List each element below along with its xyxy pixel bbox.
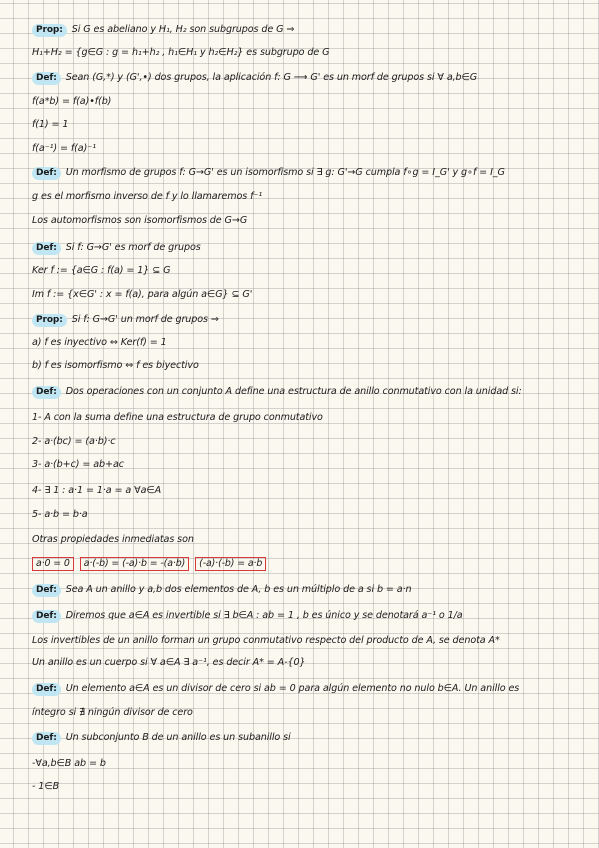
note-text: f(1) = 1 <box>32 119 69 130</box>
note-line <box>32 385 591 399</box>
note-line <box>32 241 591 255</box>
note-text: -∀a,b∈B ab = b <box>32 758 106 769</box>
note-line <box>32 23 591 37</box>
note-text: Si f: G→G' un morf de grupos ⇒ <box>71 314 219 325</box>
note-line <box>32 484 591 498</box>
note-line <box>32 609 591 623</box>
note-line <box>32 288 591 302</box>
boxed-formula: a·0 = 0 <box>32 557 74 571</box>
note-line <box>32 583 591 597</box>
highlight-label: Def: <box>32 242 61 255</box>
note-line <box>32 634 591 648</box>
note-text: f(a⁻¹) = f(a)⁻¹ <box>32 143 96 154</box>
note-line <box>32 46 591 60</box>
note-text: Un elemento a∈A es un divisor de cero si ab = 0 para algún elemento no nulo b∈A. Un anillo es <box>65 683 520 694</box>
note-text: H₁+H₂ = {g∈G : g = h₁+h₂ , h₁∈H₁ y h₂∈H₂} es subgrupo de G <box>32 47 330 58</box>
highlight-label: Def: <box>32 386 61 399</box>
highlight-label: Def: <box>32 683 61 696</box>
boxed-formula: (-a)·(-b) = a·b <box>195 557 266 571</box>
note-line <box>32 118 591 132</box>
highlight-label: Def: <box>32 584 61 597</box>
note-text: Un anillo es un cuerpo si ∀ a∈A ∃ a⁻¹, es decir A* = A-{0} <box>32 657 306 668</box>
note-line <box>32 458 591 472</box>
note-text: - 1∈B <box>32 781 60 792</box>
note-line <box>32 780 591 794</box>
note-line <box>32 731 591 745</box>
highlight-label: Def: <box>32 610 61 623</box>
highlight-label: Def: <box>32 732 61 745</box>
note-line <box>32 142 591 156</box>
note-text: Ker f := {a∈G : f(a) = 1} ⊆ G <box>32 265 171 276</box>
note-text: íntegro si ∄ ningún divisor de cero <box>32 707 193 718</box>
note-line <box>32 336 591 350</box>
highlight-label: Prop: <box>32 24 67 37</box>
note-text: Un subconjunto B de un anillo es un subanillo si <box>65 732 291 743</box>
note-line <box>32 435 591 449</box>
note-line <box>32 190 591 204</box>
note-text: Un morfismo de grupos f: G→G' es un isomorfismo si ∃ g: G'→G cumpla f∘g = I_G' y g∘f = I_G <box>65 167 505 178</box>
note-line <box>32 359 591 373</box>
note-line <box>32 411 591 425</box>
highlight-label: Def: <box>32 167 61 180</box>
note-text: Otras propiedades inmediatas son <box>32 534 194 545</box>
boxed-formula: a·(-b) = (-a)·b = -(a·b) <box>80 557 189 571</box>
note-text: Diremos que a∈A es invertible si ∃ b∈A : ab = 1 , b es único y se denotará a⁻¹ o 1/a <box>65 610 463 621</box>
note-line <box>32 71 591 85</box>
note-text: Si f: G→G' es morf de grupos <box>65 242 201 253</box>
note-text: Sea A un anillo y a,b dos elementos de A, b es un múltiplo de a si b = a·n <box>65 584 412 595</box>
note-text: 4- ∃ 1 : a·1 = 1·a = a ∀a∈A <box>32 485 162 496</box>
note-text: Sean (G,*) y (G',•) dos grupos, la aplicación f: G ⟶ G' es un morf de grupos si ∀ a,b∈G <box>65 72 478 83</box>
note-text: 1- A con la suma define una estructura de grupo conmutativo <box>32 412 323 423</box>
note-line <box>32 656 591 670</box>
note-line <box>32 95 591 109</box>
note-text: 2- a·(bc) = (a·b)·c <box>32 436 116 447</box>
note-text: 5- a·b = b·a <box>32 509 88 520</box>
note-line <box>32 706 591 720</box>
note-text: Los invertibles de un anillo forman un grupo conmutativo respecto del producto de A, se denota A* <box>32 635 500 646</box>
note-line <box>32 533 591 547</box>
boxed-properties-row <box>32 557 591 571</box>
note-line <box>32 757 591 771</box>
note-text: g es el morfismo inverso de f y lo llamaremos f⁻¹ <box>32 191 263 202</box>
note-line <box>32 313 591 327</box>
note-text: b) f es isomorfismo ⇔ f es biyectivo <box>32 360 199 371</box>
note-text: Im f := {x∈G' : x = f(a), para algún a∈G} ⊆ G' <box>32 289 253 300</box>
note-text: f(a*b) = f(a)•f(b) <box>32 96 112 107</box>
note-line <box>32 166 591 180</box>
note-line <box>32 214 591 228</box>
note-text: 3- a·(b+c) = ab+ac <box>32 459 124 470</box>
note-text: Si G es abeliano y H₁, H₂ son subgrupos de G ⇒ <box>71 24 295 35</box>
highlight-label: Def: <box>32 72 61 85</box>
note-text: a) f es inyectivo ⇔ Ker(f) = 1 <box>32 337 167 348</box>
note-line <box>32 264 591 278</box>
note-line <box>32 682 591 696</box>
highlight-label: Prop: <box>32 314 67 327</box>
note-line <box>32 508 591 522</box>
note-text: Los automorfismos son isomorfismos de G→G <box>32 215 248 226</box>
note-text: Dos operaciones con un conjunto A define una estructura de anillo conmutativo con la unidad si: <box>65 386 522 397</box>
